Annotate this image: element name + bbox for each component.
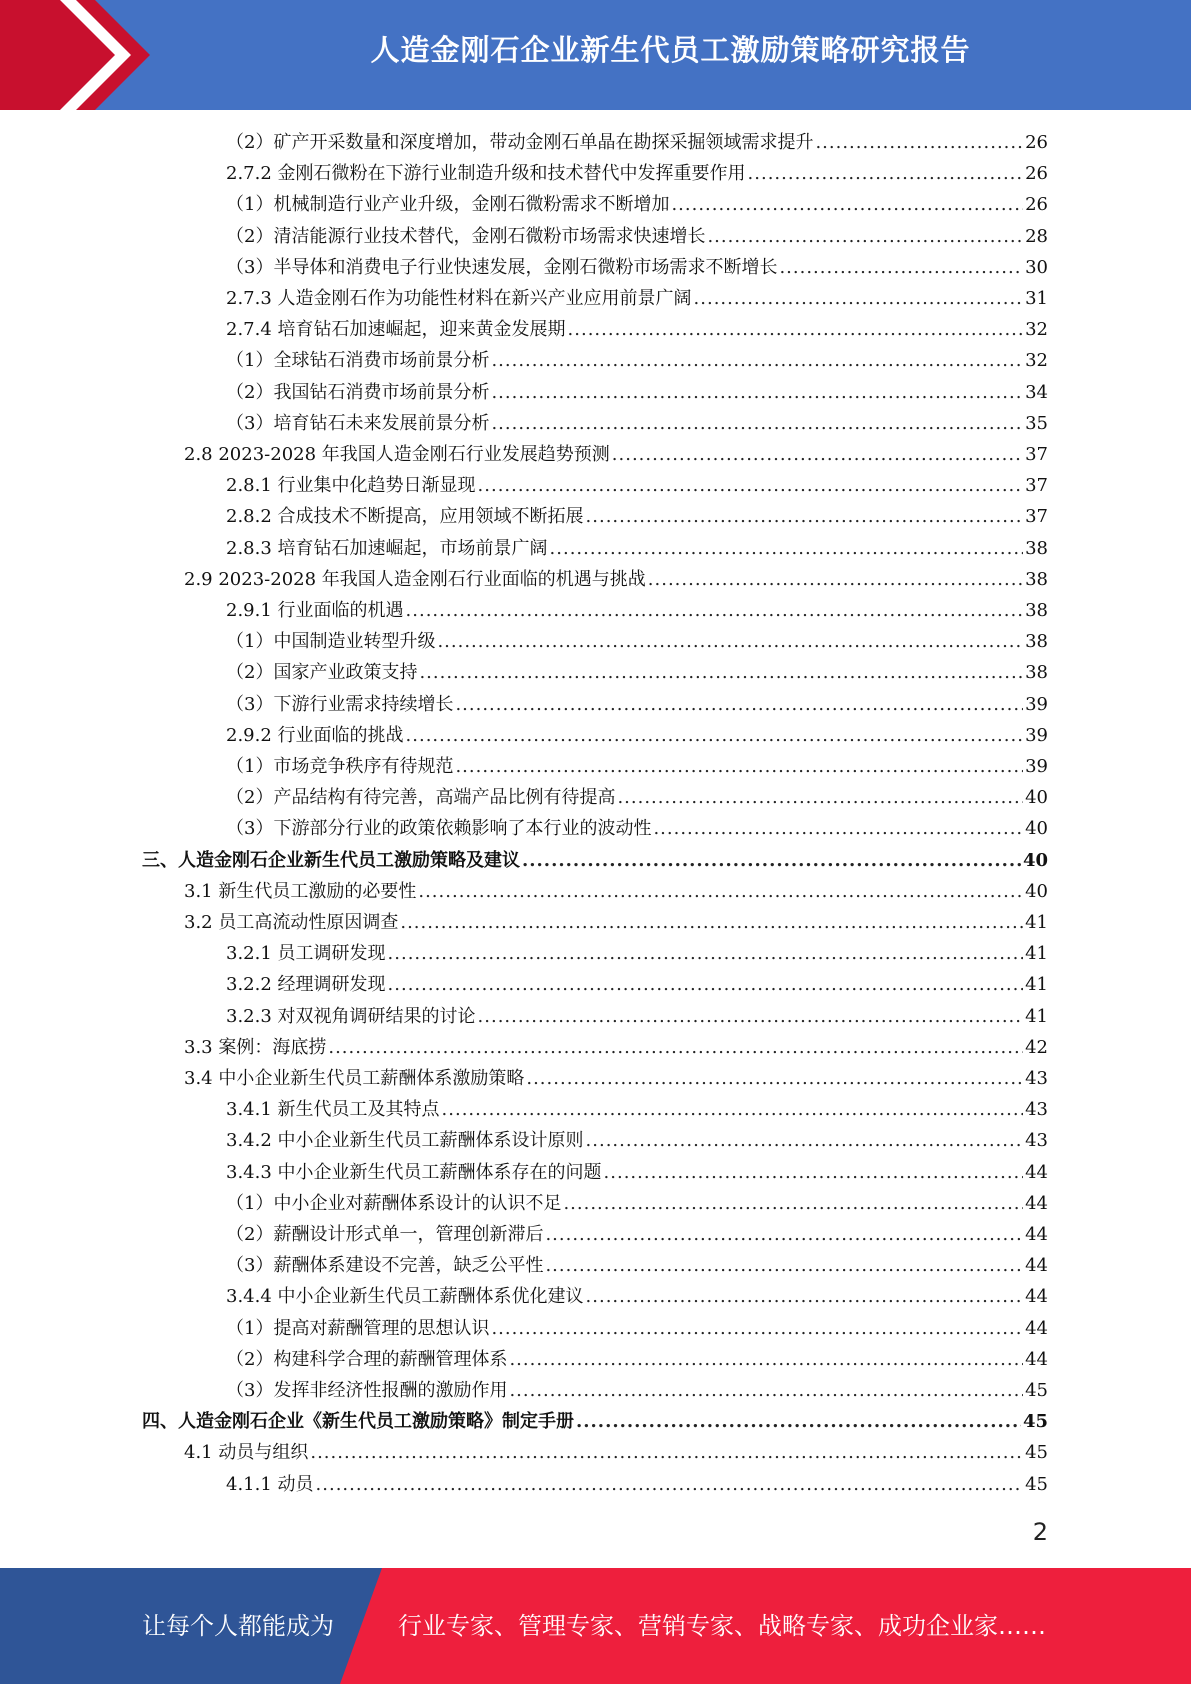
toc-entry-title: （2）清洁能源行业技术替代，金刚石微粉市场需求快速增长 <box>226 225 706 247</box>
toc-dot-leader <box>550 533 1024 564</box>
toc-entry[interactable] <box>142 845 1048 876</box>
toc-dot-leader <box>478 470 1024 501</box>
toc-entry-title: 2.9 2023-2028 年我国人造金刚石行业面临的机遇与挑战 <box>184 568 646 590</box>
toc-entry-page: 40 <box>1022 849 1048 871</box>
toc-entry[interactable] <box>184 1437 1048 1468</box>
toc-entry-page: 39 <box>1025 724 1048 746</box>
toc-entry-page: 45 <box>1025 1380 1048 1401</box>
toc-entry-page: 38 <box>1025 568 1048 590</box>
page-number: 2 <box>1032 1518 1048 1546</box>
toc-entry-title: 2.7.2 金刚石微粉在下游行业制造升级和技术替代中发挥重要作用 <box>226 163 746 185</box>
toc-dot-leader <box>586 1125 1024 1156</box>
toc-entry-title: 2.9.1 行业面临的机遇 <box>226 600 404 621</box>
toc-dot-leader <box>400 907 1023 938</box>
toc-dot-leader <box>388 938 1024 969</box>
toc-entry[interactable] <box>226 969 1048 1000</box>
toc-entry-page: 45 <box>1022 1411 1048 1433</box>
toc-dot-leader <box>491 345 1023 376</box>
toc-entry-title: 2.9.2 行业面临的挑战 <box>226 724 404 746</box>
toc-entry-page: 37 <box>1025 444 1048 465</box>
toc-entry-page: 40 <box>1025 818 1048 840</box>
toc-entry[interactable] <box>226 1125 1048 1156</box>
toc-entry-title: （3）薪酬体系建设不完善，缺乏公平性 <box>226 1255 544 1277</box>
toc-entry-page: 39 <box>1025 693 1048 715</box>
footer-slogan-right: 行业专家、管理专家、营销专家、战略专家、成功企业家…… <box>398 1612 1046 1640</box>
toc-entry[interactable] <box>184 876 1048 907</box>
toc-entry-title: （2）国家产业政策支持 <box>226 662 418 684</box>
toc-entry[interactable] <box>226 1344 1048 1375</box>
toc-dot-leader <box>617 782 1023 813</box>
toc-dot-leader <box>648 564 1023 595</box>
toc-entry-title: （2）薪酬设计形式单一，管理创新滞后 <box>226 1224 544 1245</box>
toc-entry-title: （3）下游行业需求持续增长 <box>226 693 454 715</box>
toc-entry-page: 41 <box>1025 912 1048 933</box>
toc-entry[interactable] <box>226 345 1048 376</box>
toc-entry-page: 39 <box>1025 756 1048 777</box>
toc-entry-page: 44 <box>1025 1348 1048 1370</box>
report-header <box>0 0 1191 110</box>
toc-entry[interactable] <box>226 1157 1048 1188</box>
toc-entry[interactable] <box>184 1032 1048 1063</box>
toc-entry[interactable] <box>226 938 1048 969</box>
toc-dot-leader <box>586 1281 1024 1312</box>
toc-entry-title: （1）提高对薪酬管理的思想认识 <box>226 1317 490 1339</box>
toc-dot-leader <box>748 158 1024 189</box>
toc-entry[interactable] <box>226 1188 1048 1219</box>
toc-entry-page: 40 <box>1025 880 1048 902</box>
toc-entry[interactable] <box>226 283 1048 314</box>
toc-entry-page: 34 <box>1025 381 1048 403</box>
toc-entry-title: 4.1 动员与组织 <box>184 1442 309 1464</box>
toc-entry-title: 3.4.4 中小企业新生代员工薪酬体系优化建议 <box>226 1286 584 1308</box>
toc-entry-title: （2）构建科学合理的薪酬管理体系 <box>226 1348 508 1370</box>
toc-entry[interactable] <box>184 907 1048 938</box>
toc-entry[interactable] <box>226 127 1048 158</box>
toc-dot-leader <box>604 1157 1024 1188</box>
toc-dot-leader <box>419 657 1023 688</box>
toc-entry-page: 30 <box>1025 256 1048 278</box>
toc-entry-title: 3.4.1 新生代员工及其特点 <box>226 1099 440 1121</box>
toc-dot-leader <box>653 813 1023 844</box>
toc-entry-page: 31 <box>1025 288 1048 309</box>
toc-dot-leader <box>509 1344 1023 1375</box>
toc-entry[interactable] <box>226 1219 1048 1250</box>
toc-entry-page: 26 <box>1025 163 1048 185</box>
toc-entry-page: 44 <box>1025 1224 1048 1245</box>
toc-entry[interactable] <box>226 1281 1048 1312</box>
toc-dot-leader <box>545 1219 1023 1250</box>
toc-dot-leader <box>437 626 1023 657</box>
toc-entry-title: 3.2.2 经理调研发现 <box>226 974 386 996</box>
toc-entry-page: 44 <box>1025 1286 1048 1308</box>
toc-entry-title: （1）中小企业对薪酬体系设计的认识不足 <box>226 1192 562 1214</box>
toc-entry-title: （3）发挥非经济性报酬的激励作用 <box>226 1380 508 1401</box>
toc-entry-title: （3）下游部分行业的政策依赖影响了本行业的波动性 <box>226 818 652 840</box>
toc-entry-title: 4.1.1 动员 <box>226 1473 314 1495</box>
toc-entry[interactable] <box>226 720 1048 751</box>
toc-entry-page: 42 <box>1025 1036 1048 1058</box>
toc-dot-leader <box>707 221 1023 252</box>
toc-entry-page: 37 <box>1025 475 1048 497</box>
toc-dot-leader <box>491 377 1023 408</box>
toc-dot-leader <box>491 1313 1023 1344</box>
toc-entry-title: 3.2 员工高流动性原因调查 <box>184 912 399 933</box>
toc-entry[interactable] <box>226 782 1048 813</box>
toc-dot-leader <box>388 969 1024 1000</box>
toc-dot-leader <box>310 1437 1023 1468</box>
toc-entry[interactable] <box>226 626 1048 657</box>
toc-entry[interactable] <box>226 470 1048 501</box>
toc-entry-title: 2.7.3 人造金刚石作为功能性材料在新兴产业应用前景广阔 <box>226 288 692 309</box>
toc-dot-leader <box>406 720 1024 751</box>
toc-dot-leader <box>694 283 1024 314</box>
toc-dot-leader <box>455 751 1023 782</box>
toc-entry-page: 38 <box>1025 600 1048 621</box>
toc-entry-title: （2）我国钻石消费市场前景分析 <box>226 381 490 403</box>
toc-entry[interactable] <box>226 1001 1048 1032</box>
toc-entry-page: 44 <box>1025 1255 1048 1277</box>
toc-entry-page: 41 <box>1025 974 1048 996</box>
toc-entry[interactable] <box>226 1375 1048 1406</box>
toc-entry-title: 2.7.4 培育钻石加速崛起，迎来黄金发展期 <box>226 319 566 341</box>
toc-entry-title: 3.4.2 中小企业新生代员工薪酬体系设计原则 <box>226 1130 584 1152</box>
toc-entry[interactable] <box>184 1063 1048 1094</box>
toc-entry[interactable] <box>184 564 1048 595</box>
toc-entry-title: 3.1 新生代员工激励的必要性 <box>184 880 417 902</box>
toc-entry-title: 2.8.1 行业集中化趋势日渐显现 <box>226 475 476 497</box>
toc-entry-title: 2.8.2 合成技术不断提高，应用领域不断拓展 <box>226 506 584 528</box>
toc-entry-title: 2.8 2023-2028 年我国人造金刚石行业发展趋势预测 <box>184 444 610 465</box>
toc-dot-leader <box>455 689 1023 720</box>
toc-entry-title: （3）半导体和消费电子行业快速发展，金刚石微粉市场需求不断增长 <box>226 256 778 278</box>
toc-entry-title: （3）培育钻石未来发展前景分析 <box>226 412 490 434</box>
toc-dot-leader <box>418 876 1023 907</box>
toc-entry[interactable] <box>226 1250 1048 1281</box>
toc-entry-page: 37 <box>1025 506 1048 528</box>
toc-dot-leader <box>576 1406 1021 1437</box>
toc-entry-title: （1）市场竞争秩序有待规范 <box>226 756 454 777</box>
toc-entry-title: 3.3 案例：海底捞 <box>184 1036 327 1058</box>
toc-entry[interactable] <box>226 813 1048 844</box>
toc-entry-title: （2）矿产开采数量和深度增加，带动金刚石单晶在勘探采掘领域需求提升 <box>226 132 814 153</box>
toc-entry-title: 3.2.3 对双视角调研结果的讨论 <box>226 1005 476 1027</box>
toc-entry-page: 41 <box>1025 943 1048 965</box>
toc-dot-leader <box>509 1375 1023 1406</box>
toc-entry[interactable] <box>226 1313 1048 1344</box>
toc-entry[interactable] <box>226 501 1048 532</box>
toc-entry-title: 三、人造金刚石企业新生代员工激励策略及建议 <box>142 849 520 871</box>
toc-entry-title: 四、人造金刚石企业《新生代员工激励策略》制定手册 <box>142 1411 574 1433</box>
toc-entry[interactable] <box>226 158 1048 189</box>
toc-entry-page: 43 <box>1025 1099 1048 1121</box>
toc-entry-title: 3.4 中小企业新生代员工薪酬体系激励策略 <box>184 1068 525 1089</box>
footer-banner <box>0 1568 1191 1684</box>
toc-entry-page: 38 <box>1025 631 1048 653</box>
toc-entry-page: 43 <box>1025 1130 1048 1152</box>
toc-entry-page: 26 <box>1025 132 1048 153</box>
toc-dot-leader <box>671 189 1023 220</box>
toc-entry-title: （2）产品结构有待完善，高端产品比例有待提高 <box>226 787 616 809</box>
toc-entry[interactable] <box>226 221 1048 252</box>
toc-entry-title: （1）中国制造业转型升级 <box>226 631 436 653</box>
toc-entry-title: （1）全球钻石消费市场前景分析 <box>226 350 490 372</box>
toc-dot-leader <box>612 439 1023 470</box>
footer-slogan-left: 让每个人都能成为 <box>142 1612 334 1640</box>
toc-dot-leader <box>815 127 1023 158</box>
toc-entry[interactable] <box>226 377 1048 408</box>
toc-dot-leader <box>491 408 1023 439</box>
toc-entry[interactable] <box>184 439 1048 470</box>
toc-entry[interactable] <box>226 189 1048 220</box>
toc-entry-page: 26 <box>1025 194 1048 216</box>
toc-entry-title: 2.8.3 培育钻石加速崛起，市场前景广阔 <box>226 537 548 559</box>
toc-entry-page: 38 <box>1025 662 1048 684</box>
toc-dot-leader <box>526 1063 1023 1094</box>
toc-entry[interactable] <box>226 408 1048 439</box>
toc-entry-page: 38 <box>1025 537 1048 559</box>
toc-entry[interactable] <box>226 533 1048 564</box>
toc-entry-page: 32 <box>1025 350 1048 372</box>
toc-entry-page: 35 <box>1025 412 1048 434</box>
toc-dot-leader <box>586 501 1024 532</box>
toc-dot-leader <box>545 1250 1023 1281</box>
toc-dot-leader <box>442 1094 1024 1125</box>
toc-dot-leader <box>522 845 1021 876</box>
toc-dot-leader <box>478 1001 1024 1032</box>
toc-dot-leader <box>316 1469 1024 1500</box>
toc-entry[interactable] <box>226 1469 1048 1500</box>
toc-dot-leader <box>328 1032 1023 1063</box>
toc-entry-title: 3.2.1 员工调研发现 <box>226 943 386 965</box>
report-title: 人造金刚石企业新生代员工激励策略研究报告 <box>370 33 971 67</box>
toc-entry-page: 40 <box>1025 787 1048 809</box>
toc-entry-page: 43 <box>1025 1068 1048 1089</box>
toc-entry-page: 45 <box>1025 1442 1048 1464</box>
toc-dot-leader <box>406 595 1024 626</box>
toc-entry-title: 3.4.3 中小企业新生代员工薪酬体系存在的问题 <box>226 1161 602 1183</box>
toc-entry[interactable] <box>142 1406 1048 1437</box>
toc-entry[interactable] <box>226 1094 1048 1125</box>
toc-entry-page: 28 <box>1025 225 1048 247</box>
toc-entry-page: 41 <box>1025 1005 1048 1027</box>
toc-entry-page: 44 <box>1025 1192 1048 1214</box>
toc-entry[interactable] <box>226 751 1048 782</box>
toc-dot-leader <box>568 314 1024 345</box>
toc-entry-page: 32 <box>1025 319 1048 341</box>
toc-entry[interactable] <box>226 689 1048 720</box>
toc-entry-page: 45 <box>1025 1473 1048 1495</box>
toc-entry[interactable] <box>226 314 1048 345</box>
toc-entry[interactable] <box>226 657 1048 688</box>
toc-entry-page: 44 <box>1025 1317 1048 1339</box>
toc-dot-leader <box>779 252 1023 283</box>
toc-entry[interactable] <box>226 252 1048 283</box>
toc-entry[interactable] <box>226 595 1048 626</box>
toc-dot-leader <box>563 1188 1023 1219</box>
toc-entry-title: （1）机械制造行业产业升级，金刚石微粉需求不断增加 <box>226 194 670 216</box>
toc-entry-page: 44 <box>1025 1161 1048 1183</box>
